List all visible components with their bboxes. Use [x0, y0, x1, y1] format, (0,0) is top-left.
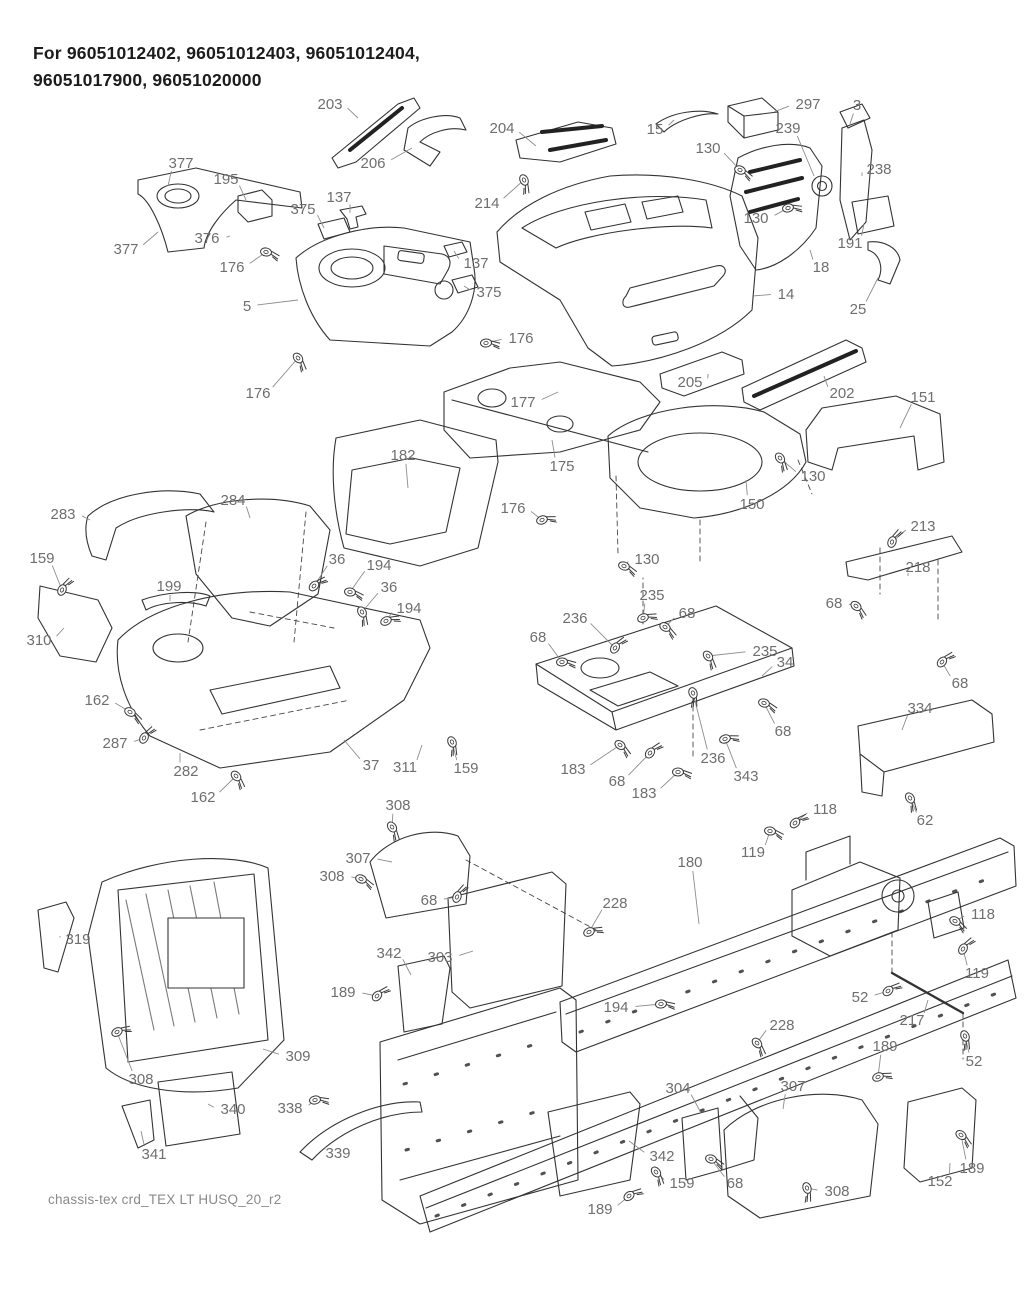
leader-line-15	[669, 120, 674, 125]
part-callout-25: 25	[849, 301, 867, 318]
leader-line-150	[746, 480, 747, 495]
part-239-shape	[812, 176, 832, 196]
fastener-glyph-338	[309, 1093, 330, 1108]
leader-line-343	[725, 739, 736, 768]
part-callout-14: 14	[777, 286, 795, 303]
fastener-glyph-235	[636, 609, 658, 627]
fastener-glyph-194	[344, 587, 365, 600]
fastener-glyph-176	[480, 338, 500, 351]
fastener-glyph-119	[764, 826, 785, 840]
title-line-2: 96051017900, 96051020000	[33, 70, 262, 91]
leader-line-236	[591, 623, 615, 648]
fastener-glyph-68	[657, 621, 679, 640]
fastener-glyph-287	[138, 724, 157, 746]
part-callout-204: 204	[489, 120, 515, 137]
part-callout-194: 194	[603, 999, 629, 1016]
part-callout-202: 202	[829, 385, 855, 402]
part-297-shape	[728, 98, 778, 138]
part-callout-308: 308	[319, 868, 345, 885]
leader-line-151	[900, 404, 911, 428]
part-15-shape	[656, 111, 718, 132]
part-callout-203: 203	[317, 96, 343, 113]
part-callout-182: 182	[390, 447, 416, 464]
part-callout-68: 68	[678, 605, 696, 622]
part-callout-119: 119	[741, 844, 765, 861]
part-341-shape	[122, 1100, 154, 1148]
part-callout-68: 68	[726, 1175, 744, 1192]
leader-line-342	[629, 1141, 644, 1152]
part-callout-342: 342	[649, 1148, 675, 1165]
leader-line-311	[417, 745, 422, 760]
part-callout-375: 375	[476, 284, 502, 301]
part-callout-191: 191	[837, 235, 863, 252]
fastener-glyph-52	[956, 1029, 974, 1051]
part-callout-339: 339	[325, 1145, 351, 1162]
part-25-shape	[868, 242, 900, 284]
fastener-glyph-214	[515, 173, 534, 195]
part-callout-118: 118	[971, 906, 995, 923]
part-callout-177: 177	[510, 394, 536, 411]
part-callout-176: 176	[219, 259, 245, 276]
fastener-glyph-308	[110, 1022, 132, 1041]
part-callout-297: 297	[795, 96, 821, 113]
part-callout-283: 283	[50, 506, 76, 523]
frame-cross-member-shape	[792, 836, 964, 956]
fastener-glyph-159	[443, 735, 461, 757]
fastener-glyph-176	[289, 351, 310, 373]
fastener-glyph-176	[259, 247, 280, 261]
part-150-shape	[608, 406, 812, 564]
part-206-shape	[404, 116, 466, 166]
part-callout-162: 162	[84, 692, 110, 709]
part-310-shape	[38, 586, 112, 662]
part-callout-236: 236	[562, 610, 588, 627]
part-callout-52: 52	[851, 989, 869, 1006]
part-callout-130: 130	[800, 468, 826, 485]
leader-line-283	[82, 516, 90, 520]
part-callout-37: 37	[362, 757, 380, 774]
leader-line-341	[141, 1131, 144, 1146]
leader-line-375	[464, 286, 470, 290]
part-callout-68: 68	[608, 773, 626, 790]
part-callout-308: 308	[128, 1071, 154, 1088]
part-182-shape	[333, 420, 498, 566]
part-callout-150: 150	[739, 496, 765, 513]
fastener-glyph-343	[718, 731, 740, 748]
part-283-shape	[86, 491, 214, 560]
part-callout-183: 183	[560, 761, 586, 778]
leader-line-180	[693, 871, 699, 924]
leader-line-152	[949, 1163, 950, 1173]
part-callout-238: 238	[866, 161, 892, 178]
part-callout-68: 68	[825, 595, 843, 612]
part-callout-183: 183	[631, 785, 657, 802]
part-callout-176: 176	[508, 330, 534, 347]
part-callout-205: 205	[677, 374, 703, 391]
part-callout-308: 308	[824, 1183, 850, 1200]
fastener-glyph-68	[704, 1154, 726, 1170]
part-callout-235: 235	[752, 643, 778, 660]
leader-line-284	[246, 507, 250, 518]
fastener-glyph-130	[771, 451, 792, 473]
part-callouts	[26, 96, 994, 1218]
leader-line-25	[866, 278, 878, 301]
part-callout-310: 310	[26, 632, 52, 649]
part-callout-377: 377	[168, 155, 194, 172]
leader-line-175	[552, 440, 555, 458]
part-callout-213: 213	[910, 518, 936, 535]
drawing-id: chassis-tex crd_TEX LT HUSQ_20_r2	[48, 1192, 282, 1207]
part-callout-218: 218	[905, 559, 931, 576]
part-151-shape	[806, 396, 944, 470]
part-callout-282: 282	[173, 763, 199, 780]
fastener-glyph-183	[673, 768, 693, 779]
part-callout-375: 375	[290, 201, 316, 218]
part-195-shape	[238, 190, 272, 222]
part-callout-195: 195	[213, 171, 239, 188]
part-callout-36: 36	[380, 579, 398, 596]
leader-line-303	[459, 951, 473, 955]
part-307b-shape	[724, 1094, 878, 1218]
part-175-shape	[444, 362, 660, 458]
part-callout-319: 319	[65, 931, 91, 948]
part-callout-175: 175	[549, 458, 575, 475]
part-342b-shape	[548, 1092, 640, 1196]
part-callout-5: 5	[242, 298, 252, 315]
part-callout-162: 162	[190, 789, 216, 806]
leader-line-203	[347, 108, 358, 118]
part-callout-137: 137	[326, 189, 352, 206]
fastener-glyph-118	[947, 915, 969, 934]
part-callout-180: 180	[677, 854, 703, 871]
part-callout-340: 340	[220, 1101, 246, 1118]
part-191-shape	[852, 196, 894, 234]
part-339-shape	[300, 1102, 422, 1160]
part-callout-194: 194	[396, 600, 422, 617]
leader-line-183	[590, 745, 620, 765]
part-callout-62: 62	[916, 812, 934, 829]
part-375-shape	[318, 218, 350, 239]
part-callout-343: 343	[733, 768, 759, 785]
part-callout-34: 34	[776, 654, 794, 671]
part-309-shape	[88, 859, 284, 1092]
part-callout-309: 309	[285, 1048, 311, 1065]
part-callout-199: 199	[156, 578, 182, 595]
part-callout-68: 68	[951, 675, 969, 692]
fastener-glyph-62	[901, 791, 921, 813]
part-callout-68: 68	[774, 723, 792, 740]
fastener-glyph-162	[122, 706, 144, 724]
fastener-glyph-68	[847, 599, 869, 620]
leader-line-304	[691, 1095, 701, 1113]
part-callout-18: 18	[812, 259, 830, 276]
leader-line-176	[273, 358, 298, 387]
fastener-glyph-189	[952, 1129, 974, 1149]
leader-line-308	[117, 1032, 132, 1071]
leader-line-235	[708, 652, 746, 656]
part-callout-119: 119	[965, 965, 989, 982]
part-callout-228: 228	[602, 895, 628, 912]
part-199-shape	[142, 593, 210, 610]
part-callout-206: 206	[360, 155, 386, 172]
fastener-glyph-308	[354, 873, 376, 890]
leader-line-5	[257, 300, 298, 305]
leader-line-37	[344, 740, 360, 759]
part-217-shape	[892, 933, 963, 1059]
part-callout-130: 130	[743, 210, 769, 227]
part-303-shape	[448, 872, 566, 1008]
leader-line-307	[783, 1094, 785, 1109]
frame-side-plate-shape	[380, 988, 578, 1224]
fastener-glyph-235	[699, 649, 720, 671]
part-callout-189: 189	[330, 984, 356, 1001]
part-callout-228: 228	[769, 1017, 795, 1034]
part-callout-341: 341	[141, 1146, 167, 1163]
fastener-glyph-159	[647, 1165, 668, 1187]
part-callout-151: 151	[910, 389, 936, 406]
part-callout-189: 189	[959, 1160, 985, 1177]
fastener-glyph-119	[957, 935, 976, 957]
part-callout-334: 334	[907, 700, 933, 717]
fastener-glyph-68	[935, 649, 956, 671]
fastener-glyph-176	[535, 511, 557, 528]
leader-line-377	[143, 232, 158, 245]
fastener-glyph-189	[622, 1184, 644, 1205]
part-callout-52: 52	[965, 1053, 983, 1070]
fastener-glyph-159	[56, 576, 74, 598]
leader-line-334	[902, 715, 908, 730]
leader-line-310	[57, 628, 64, 636]
part-callout-214: 214	[474, 195, 500, 212]
fastener-glyph-189	[370, 983, 391, 1005]
part-callout-176: 176	[245, 385, 271, 402]
part-callout-130: 130	[695, 140, 721, 157]
leader-line-182	[406, 464, 408, 488]
part-callout-68: 68	[420, 892, 438, 909]
fastener-glyph-213	[886, 527, 903, 549]
leader-line-14	[752, 295, 771, 296]
leader-line-204	[519, 132, 536, 146]
leader-line-217	[924, 1000, 928, 1013]
fastener-glyph-228	[748, 1036, 769, 1058]
leader-line-195	[239, 186, 246, 200]
part-callout-159: 159	[453, 760, 479, 777]
part-callout-189: 189	[872, 1038, 898, 1055]
part-callout-130: 130	[634, 551, 660, 568]
part-14-shape	[497, 175, 758, 366]
fastener-glyph-68	[643, 739, 664, 761]
part-218-shape	[846, 536, 962, 620]
leader-line-342	[403, 959, 411, 975]
part-callout-239: 239	[775, 120, 801, 137]
part-callout-311: 311	[393, 759, 417, 776]
part-callout-137: 137	[463, 255, 489, 272]
leader-line-307	[377, 859, 392, 862]
leader-line-202	[824, 376, 828, 387]
part-callout-376: 376	[194, 230, 220, 247]
part-342-shape	[398, 956, 450, 1032]
leader-line-206	[391, 148, 412, 160]
part-callout-176: 176	[500, 500, 526, 517]
part-callout-36: 36	[328, 551, 346, 568]
fastener-glyph-308	[798, 1181, 815, 1203]
part-callout-15: 15	[646, 121, 664, 138]
part-callout-308: 308	[385, 797, 411, 814]
part-callout-159: 159	[29, 550, 55, 567]
part-callout-217: 217	[899, 1012, 925, 1029]
diagram-line-art	[38, 98, 1016, 1232]
fastener-glyph-52	[881, 979, 903, 1000]
part-callout-118: 118	[813, 801, 837, 818]
part-callout-3: 3	[852, 97, 862, 114]
fastener-glyph-236	[684, 686, 702, 708]
part-callout-287: 287	[102, 735, 128, 752]
fastener-glyph-194	[655, 998, 676, 1011]
part-callout-189: 189	[587, 1201, 613, 1218]
leader-line-177	[542, 392, 558, 400]
part-callout-338: 338	[277, 1100, 303, 1117]
frame-lower-rail-shape	[420, 960, 1016, 1232]
part-callout-303: 303	[427, 949, 453, 966]
leader-line-340	[208, 1104, 214, 1107]
part-callout-304: 304	[665, 1080, 691, 1097]
part-callout-152: 152	[927, 1173, 953, 1190]
leader-line-236	[693, 693, 707, 749]
leader-line-376	[226, 236, 230, 237]
part-callout-236: 236	[700, 750, 726, 767]
part-284-shape	[186, 499, 330, 642]
leader-line-239	[797, 136, 814, 176]
leader-line-3	[850, 113, 853, 124]
part-callout-284: 284	[220, 492, 246, 509]
part-callout-159: 159	[669, 1175, 695, 1192]
title-line-1: For 96051012402, 96051012403, 96051012404,	[33, 43, 420, 63]
leader-line-297	[774, 106, 789, 112]
part-callout-307: 307	[780, 1078, 806, 1095]
part-callout-342: 342	[376, 945, 402, 962]
part-callout-235: 235	[639, 587, 665, 604]
part-callout-68: 68	[529, 629, 547, 646]
fastener-glyph-162	[227, 769, 249, 791]
fastener-glyph-68	[556, 657, 576, 669]
part-callout-377: 377	[113, 241, 139, 258]
fastener-glyph-189	[871, 1068, 893, 1086]
part-callout-307: 307	[345, 850, 371, 867]
part-callout-194: 194	[366, 557, 392, 574]
